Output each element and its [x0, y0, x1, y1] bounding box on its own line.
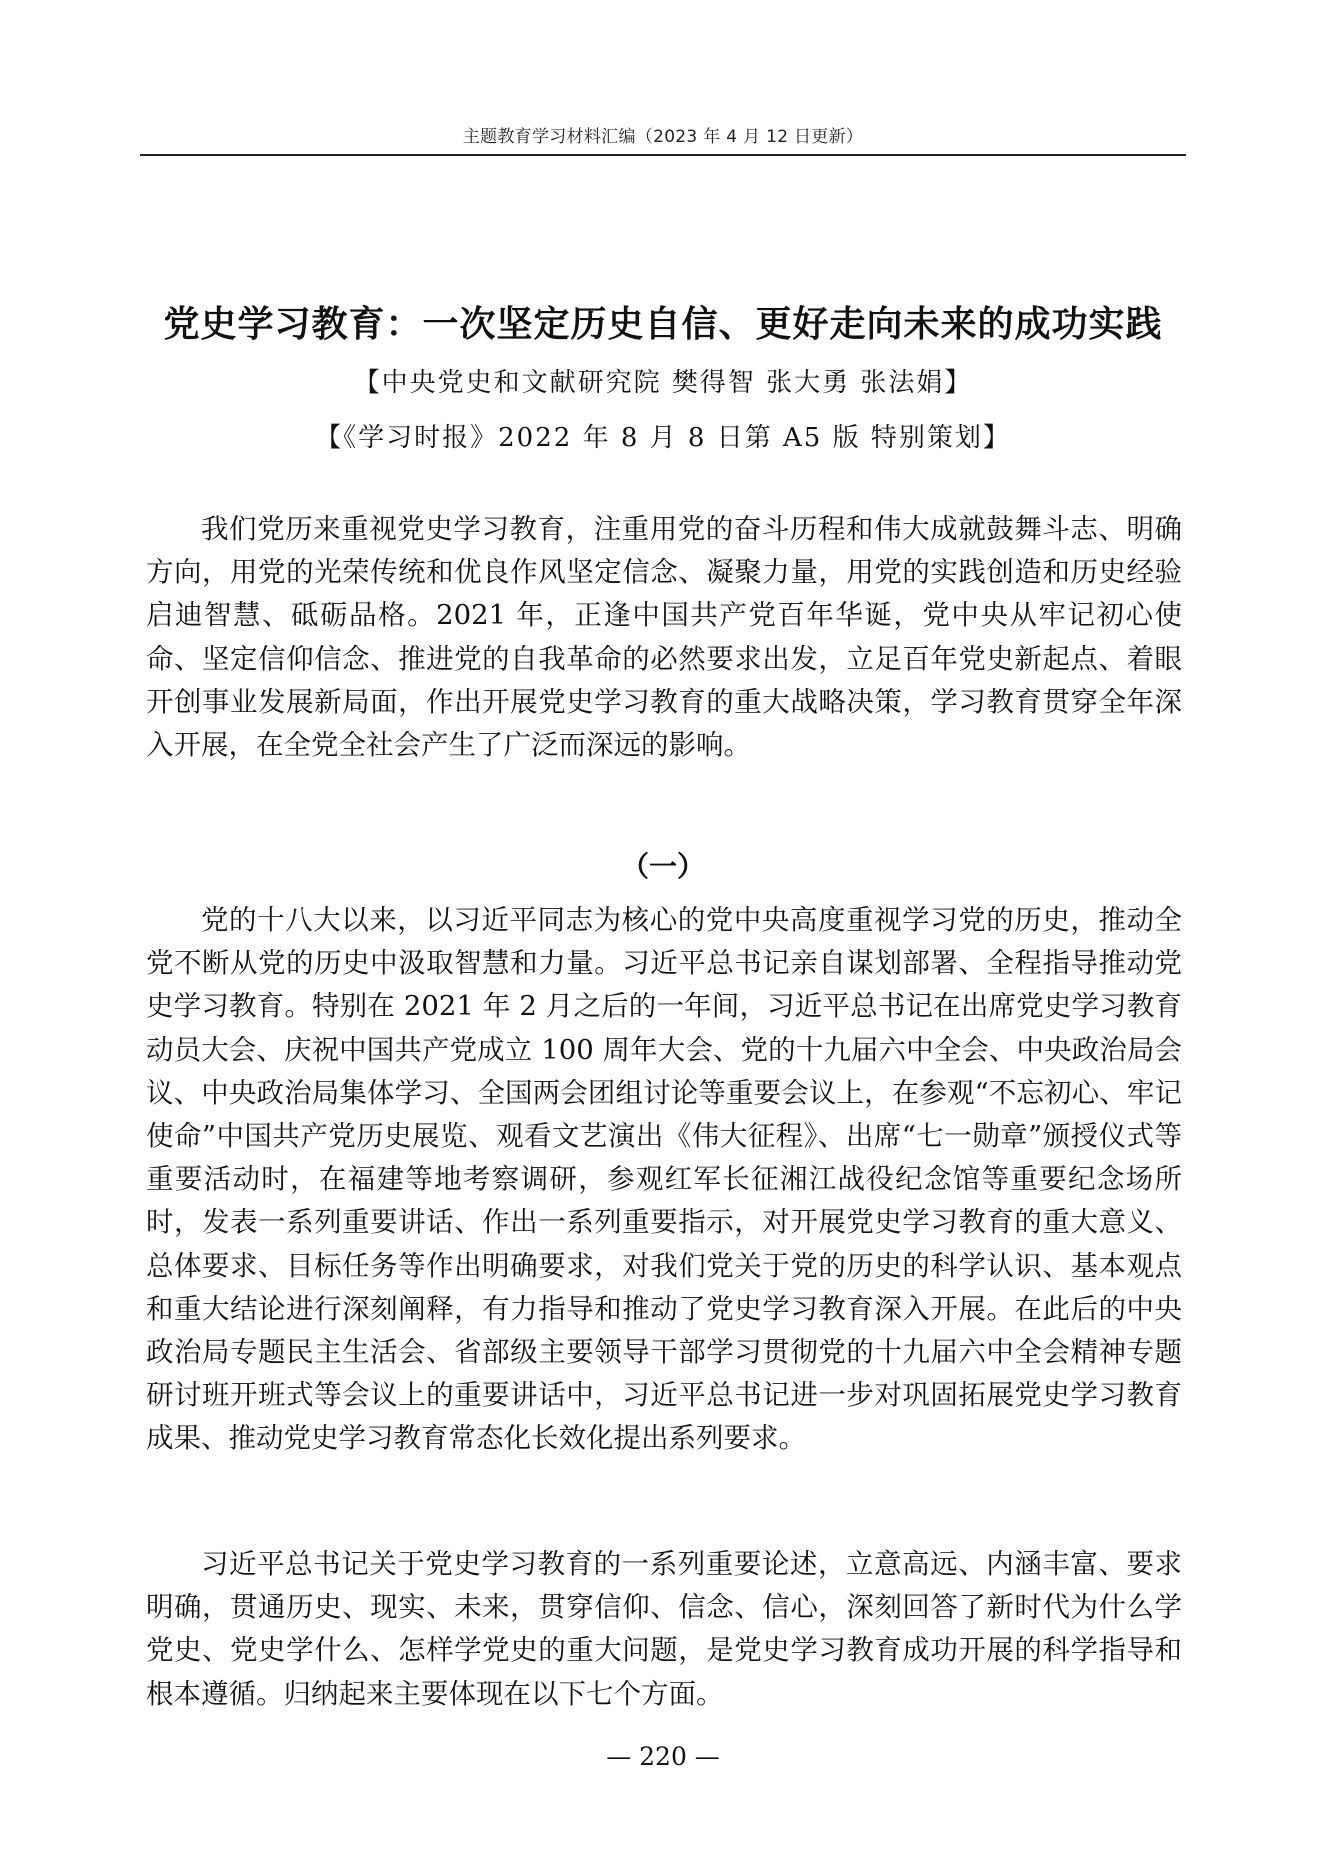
- section-body-2: [146, 1543, 1182, 1716]
- intro-section: [146, 508, 1182, 767]
- page-number: — 220 —: [606, 1742, 720, 1771]
- section-heading: （一）: [620, 850, 705, 883]
- article-title: 党史学习教育：一次坚定历史自信、更好走向未来的成功实践: [163, 303, 1163, 345]
- body-paragraph: 党的十八大以来，以习近平同志为核心的党中央高度重视学习党的历史，推动全党不断从党的历史中汲取智慧和力量。习近平总书记亲自谋划部署、全程指导推动党史学习教育。特别在 2021 年 2 月之后的一年间，习近平总书记在出席党史学习教育动员大会、庆祝中国共产党成立 100 周年大会、党的十九届六中全会、中央政治局会议、中央政治局集体学习、全国两会团组讨论等重要会议上，在参观“不忘初心、牢记使命”中国共产党历史展览、观看文艺演出《伟大征程》、出席“七一勋章”颁授仪式等重要活动时，在福建等地考察调研，参观红军长征湘江战役纪念馆等重要纪念场所时，发表一系列重要讲话、作出一系列重要指示，对开展党史学习教育的重大意义、总体要求、目标任务等作出明确要求，对我们党关于党的历史的科学认识、基本观点和重大结论进行深刻阐释，有力指导和推动了党史学习教育深入开展。在此后的中央政治局专题民主生活会、省部级主要领导干部学习贯彻党的十九届六中全会精神专题研讨班开班式等会议上的重要讲话中，习近平总书记进一步对巩固拓展党史学习教育成果、推动党史学习教育常态化长效化提出系列要求。: [146, 904, 1182, 1455]
- section-body-1: [146, 899, 1182, 1461]
- header-divider: [140, 154, 1186, 156]
- article-source: 【《学习时报》2022 年 8 月 8 日第 A5 版 特别策划】: [315, 423, 1011, 453]
- article-authors: 【中央党史和文献研究院 樊得智 张大勇 张法娟】: [353, 368, 973, 398]
- body-paragraph: 习近平总书记关于党史学习教育的一系列重要论述，立意高远、内涵丰富、要求明确，贯通历史、现实、未来，贯穿信仰、信念、信心，深刻回答了新时代为什么学党史、党史学什么、怎样学党史的重大问题，是党史学习教育成功开展的科学指导和根本遵循。归纳起来主要体现在以下七个方面。: [146, 1548, 1182, 1710]
- intro-paragraph: 我们党历来重视党史学习教育，注重用党的奋斗历程和伟大成就鼓舞斗志、明确方向，用党的光荣传统和优良作风坚定信念、凝聚力量，用党的实践创造和历史经验启迪智慧、砥砺品格。2021 年，正逢中国共产党百年华诞，党中央从牢记初心使命、坚定信仰信念、推进党的自我革命的必然要求出发，立足百年党史新起点、着眼开创事业发展新局面，作出开展党史学习教育的重大战略决策，学习教育贯穿全年深入开展，在全党全社会产生了广泛而深远的影响。: [146, 513, 1182, 762]
- running-header: 主题教育学习材料汇编（2023 年 4 月 12 日更新）: [462, 127, 864, 147]
